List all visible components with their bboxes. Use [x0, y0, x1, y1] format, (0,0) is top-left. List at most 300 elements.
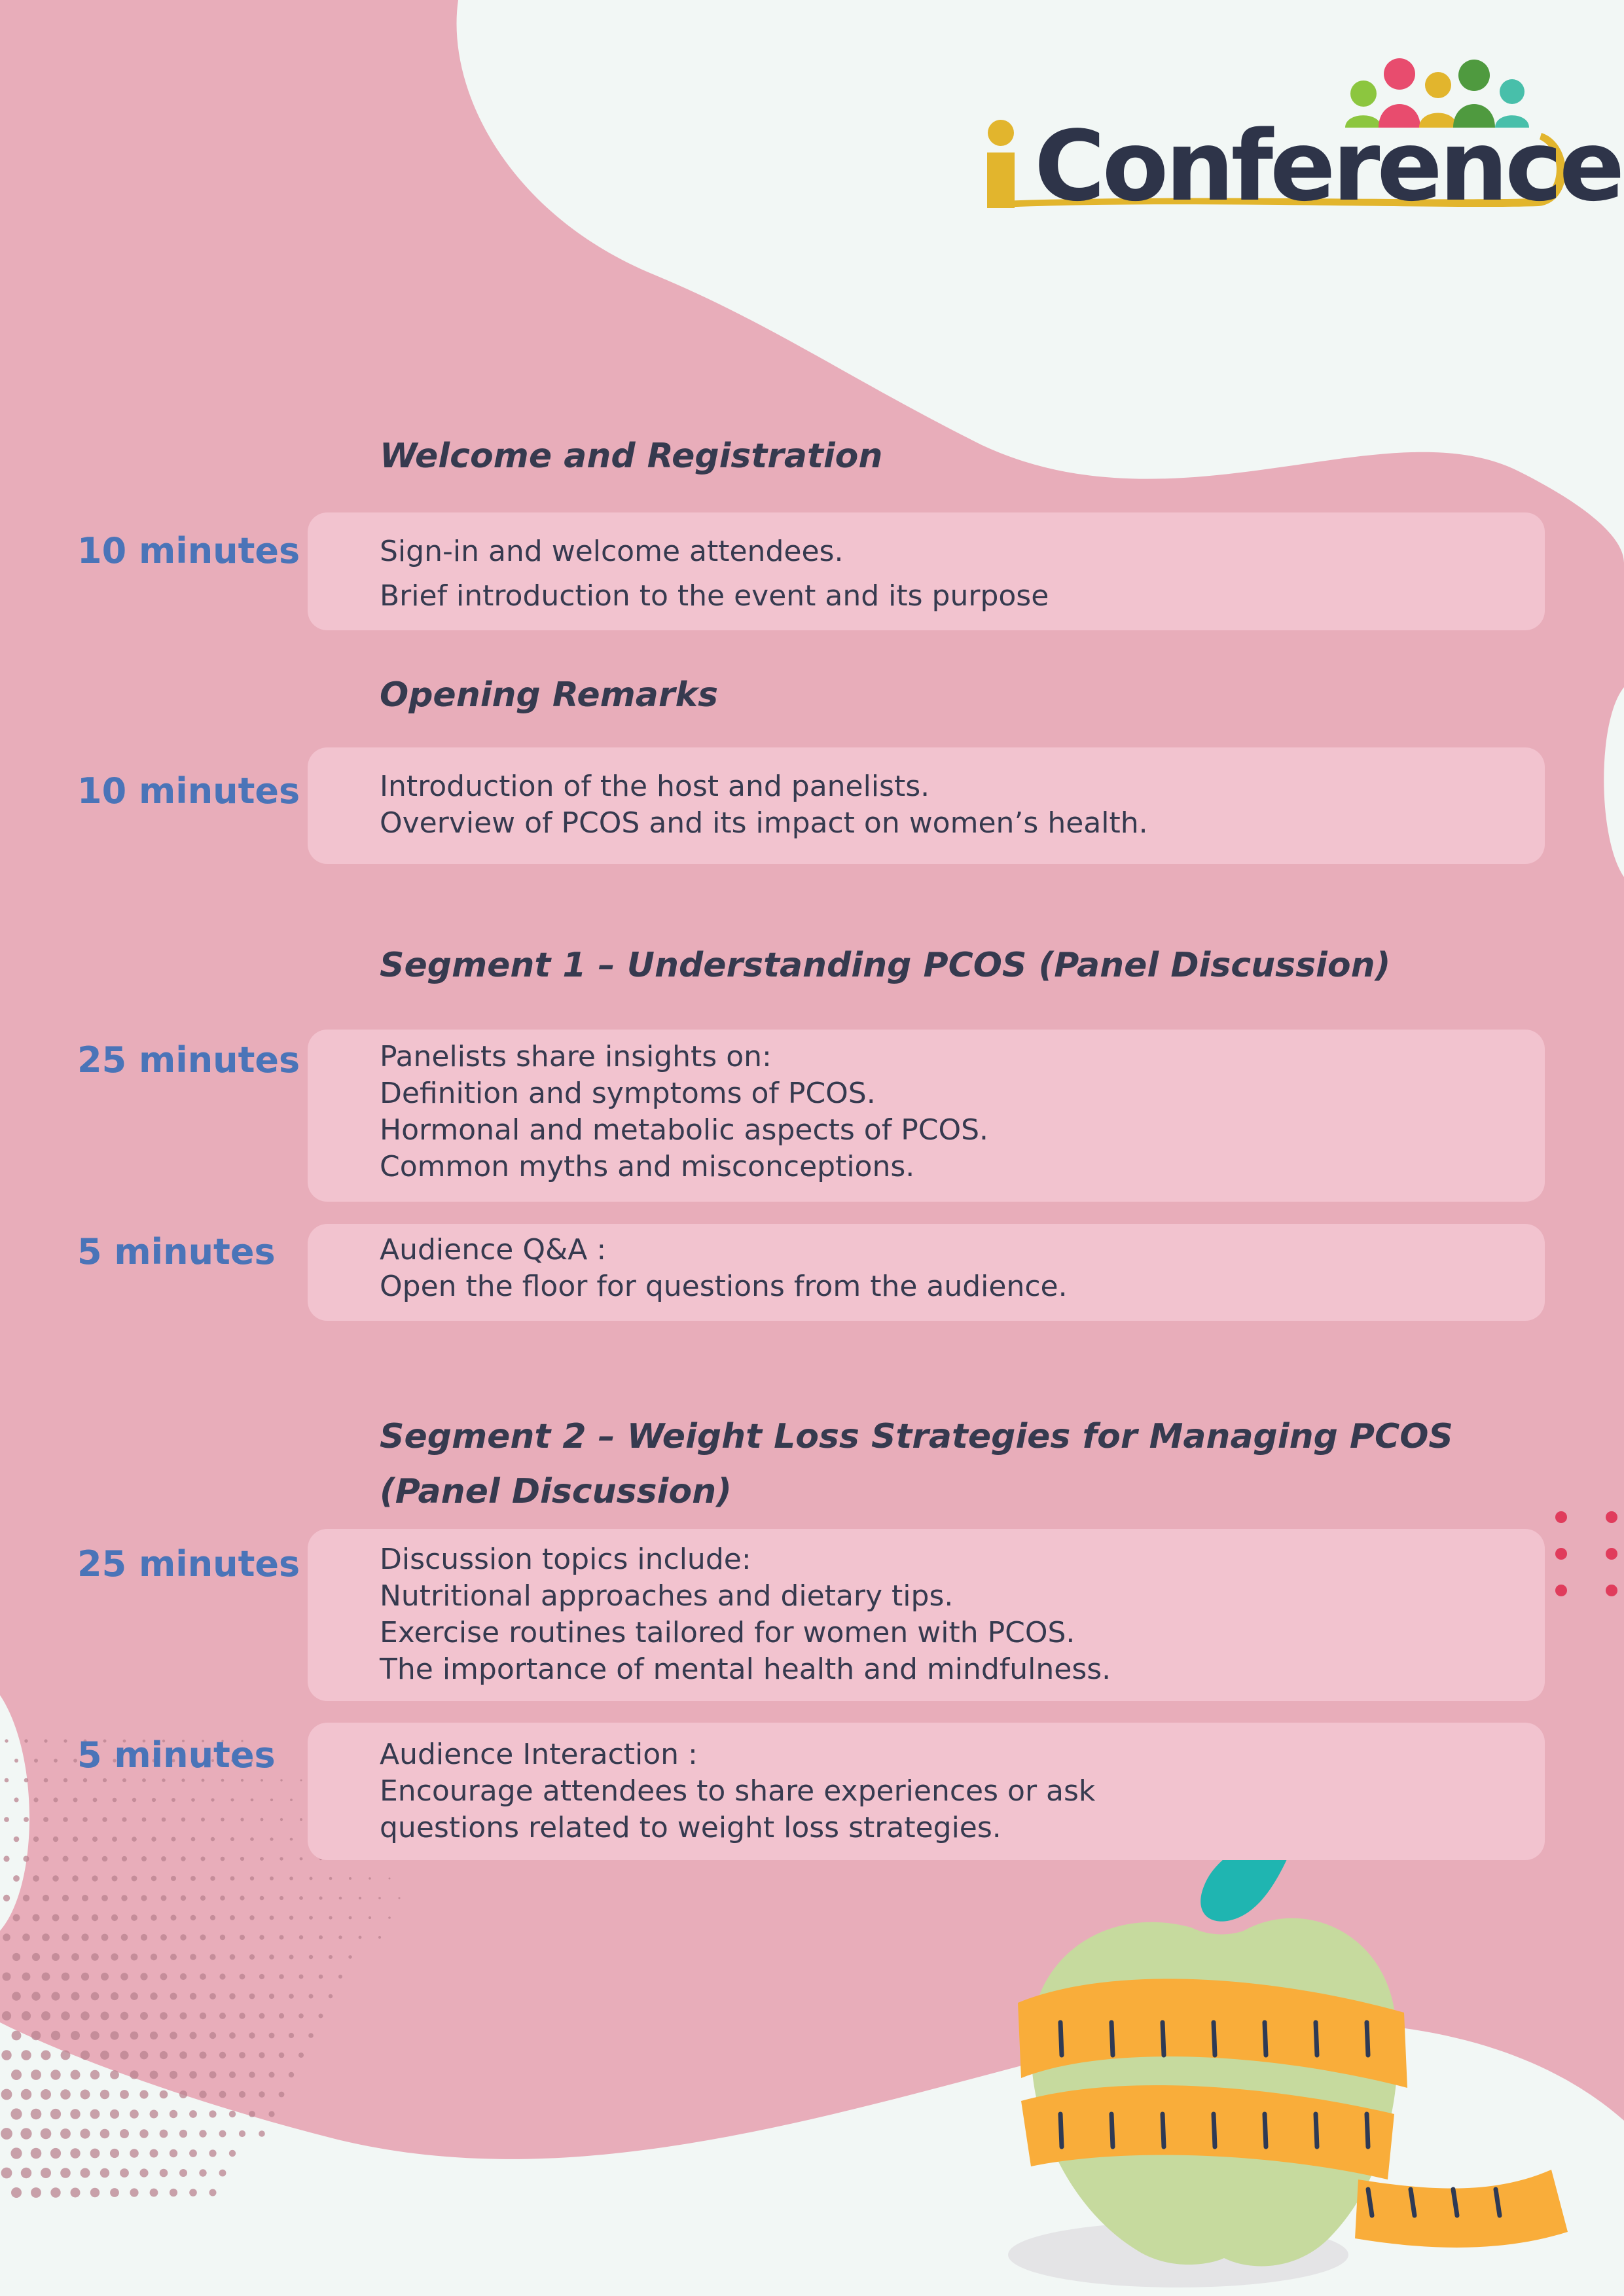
decorative-dot	[100, 2168, 109, 2178]
decorative-dot	[162, 1778, 165, 1782]
decorative-dot	[131, 1914, 137, 1921]
decorative-dot	[1, 2089, 12, 2100]
decorative-dot	[150, 2032, 158, 2039]
decorative-dot	[151, 1914, 156, 1920]
decorative-dot	[170, 2110, 177, 2118]
decorative-dot	[151, 1954, 157, 1960]
decorative-dot	[260, 1857, 264, 1861]
decorative-dot	[23, 1856, 29, 1861]
decorative-dot	[249, 2072, 255, 2078]
decorative-dot	[151, 1876, 156, 1881]
decorative-dot	[259, 1974, 264, 1979]
decorative-dot	[120, 2090, 129, 2099]
decorative-dot	[160, 2169, 168, 2178]
decorative-dot	[91, 1953, 99, 1961]
tape-tick	[1111, 2022, 1113, 2055]
decorative-dot	[110, 2031, 118, 2039]
decorative-dot	[110, 2070, 119, 2079]
decorative-dot	[202, 1779, 205, 1782]
decorative-dot	[44, 1778, 48, 1783]
decorative-dot	[220, 1895, 225, 1901]
decorative-dot	[199, 2169, 206, 2176]
decorative-dot	[72, 1875, 78, 1881]
decorative-dot	[191, 1798, 195, 1802]
decorative-dot	[3, 1895, 10, 1901]
decorative-dot	[139, 2090, 148, 2098]
decorative-dot	[170, 2189, 177, 2197]
decorative-dot	[13, 1875, 20, 1882]
decorative-dot	[269, 2072, 275, 2078]
decorative-dot	[92, 1837, 98, 1842]
decorative-dot	[150, 1992, 157, 2000]
decorative-dot	[21, 2168, 31, 2178]
decorative-dot	[132, 1837, 137, 1842]
decorative-dot	[63, 1778, 67, 1782]
decorative-dot	[5, 1739, 8, 1742]
decorative-dot	[50, 2109, 61, 2119]
decorative-dot	[22, 1933, 30, 1941]
section-title-opening: Opening Remarks	[380, 675, 719, 715]
agenda-item-line: Nutritional approaches and dietary tips.	[380, 1579, 954, 1613]
decorative-dot	[221, 1818, 225, 1821]
decorative-dot	[150, 2110, 158, 2119]
decorative-dot	[329, 1877, 333, 1880]
decorative-dot	[150, 2149, 158, 2158]
agenda-item-line: Brief introduction to the event and its purpose	[380, 579, 1049, 613]
decorative-dot	[131, 1954, 138, 1961]
decorative-dot	[289, 1916, 293, 1920]
decorative-dot	[120, 2168, 129, 2178]
section-title-welcome: Welcome and Registration	[380, 437, 883, 476]
agenda-item-line: questions related to weight loss strategies.	[380, 1811, 1001, 1844]
tape-tick	[1214, 2022, 1215, 2055]
decorative-dot	[259, 2130, 265, 2137]
decorative-dot	[139, 2168, 148, 2177]
decorative-dot	[349, 1916, 352, 1920]
decorative-dot	[14, 1837, 20, 1842]
decorative-dot	[92, 1914, 98, 1921]
decorative-dot	[170, 2071, 177, 2079]
decorative-dot	[130, 1992, 138, 2000]
decorative-dot	[171, 1876, 176, 1881]
decorative-dot	[240, 1974, 245, 1980]
decorative-dot	[3, 1973, 11, 1981]
decorative-dot	[111, 1992, 118, 2000]
decorative-dot	[329, 1955, 333, 1959]
decorative-dot	[309, 1994, 314, 1999]
decorative-dot	[101, 2012, 109, 2020]
decorative-dot	[122, 1856, 127, 1861]
decorative-dot	[200, 1973, 206, 1980]
decorative-dot	[319, 1896, 322, 1899]
decorative-dot	[280, 1896, 283, 1900]
decorative-dot	[130, 2032, 139, 2040]
decorative-dot	[22, 1973, 31, 1981]
decorative-dot	[82, 1856, 88, 1862]
decorative-dot	[52, 1875, 59, 1882]
decorative-dot	[270, 1799, 273, 1801]
decorative-dot	[279, 2013, 284, 2018]
decorative-dot	[160, 2130, 168, 2138]
decorative-dot	[41, 2128, 52, 2140]
decorative-dot	[42, 1933, 50, 1941]
decorative-dot	[139, 2129, 148, 2138]
decorative-dot	[100, 2090, 109, 2099]
tape-tick	[1265, 2022, 1266, 2055]
decorative-dot	[249, 2111, 255, 2117]
decorative-dot	[329, 1916, 332, 1919]
decorative-dot	[259, 2013, 265, 2019]
decorative-dot	[180, 1934, 186, 1940]
decorative-dot	[90, 2070, 99, 2079]
decorative-dot	[388, 1916, 391, 1919]
decorative-dot	[54, 1759, 58, 1763]
decorative-dot	[310, 1877, 313, 1880]
decorative-dot	[229, 2032, 236, 2039]
decorative-dot	[61, 2011, 70, 2020]
decorative-dot	[201, 1857, 206, 1861]
decorative-dot	[339, 1897, 342, 1900]
decorative-dot	[269, 1994, 274, 1999]
decorative-dot	[1, 2128, 12, 2140]
decorative-dot	[240, 1857, 244, 1861]
decorative-dot	[349, 1877, 352, 1880]
decorative-dot	[338, 1935, 342, 1939]
decorative-dot	[43, 1817, 48, 1822]
decorative-dot	[210, 1915, 215, 1920]
decorative-dot	[3, 1933, 10, 1941]
decorative-dot	[269, 1954, 274, 1960]
decorative-dot	[219, 2130, 226, 2138]
decorative-dot	[132, 1876, 137, 1882]
decorative-dot	[399, 1897, 401, 1899]
decorative-dot	[189, 2149, 197, 2157]
decorative-dot	[160, 2012, 168, 2020]
decorative-dot	[170, 1993, 177, 2000]
decorative-dot	[43, 1895, 49, 1901]
decorative-dot	[211, 1798, 214, 1801]
decorative-dot	[33, 1837, 39, 1842]
decorative-dot	[270, 1837, 273, 1840]
decorative-dot	[23, 1895, 29, 1901]
agenda-item-line: Encourage attendees to share experiences or ask	[380, 1774, 1096, 1808]
decorative-dot	[82, 1817, 88, 1822]
decorative-dot	[120, 2012, 128, 2020]
decorative-dot	[162, 1818, 166, 1822]
decorative-dot	[289, 1994, 294, 1999]
decorative-dot	[53, 1797, 58, 1802]
decorative-dot	[230, 1876, 235, 1881]
decorative-dot	[102, 1817, 107, 1821]
decorative-dot	[121, 1895, 127, 1901]
decorative-dot	[309, 1916, 313, 1920]
decorative-dot	[229, 2150, 236, 2157]
decorative-dot	[249, 1954, 255, 1960]
duration-label: 10 minutes	[77, 770, 300, 812]
decorative-dot	[142, 1818, 147, 1822]
agenda-item-line: Introduction of the host and panelists.	[380, 770, 930, 803]
decorative-dot	[33, 1914, 40, 1922]
decorative-dot	[60, 2168, 71, 2178]
decorative-dot	[100, 2129, 110, 2139]
decorative-dot	[170, 2149, 177, 2157]
decorative-dot	[14, 1759, 18, 1763]
decorative-dot	[221, 1779, 225, 1782]
decorative-dot	[170, 2032, 177, 2039]
decorative-dot	[10, 2108, 22, 2119]
decorative-dot	[279, 2092, 285, 2098]
decorative-dot	[132, 1798, 136, 1802]
duration-label: 25 minutes	[77, 1039, 300, 1081]
decorative-dot	[83, 1778, 87, 1782]
decorative-dot	[50, 2187, 60, 2197]
section-title-line: Segment 2 – Weight Loss Strategies for Managing PCOS	[380, 1417, 1453, 1456]
decorative-dot	[41, 2051, 51, 2060]
decorative-dot	[209, 2032, 216, 2039]
decorative-dot	[300, 1857, 303, 1861]
decorative-dot	[280, 1935, 284, 1940]
conference-logo	[982, 56, 1622, 226]
decorative-dot	[70, 2109, 80, 2119]
decorative-red-dot	[1606, 1511, 1617, 1523]
decorative-dot	[261, 1779, 263, 1782]
decorative-dot	[63, 1856, 69, 1862]
decorative-dot	[289, 2072, 294, 2077]
decorative-dot	[12, 1953, 20, 1961]
decorative-dot	[299, 1896, 303, 1900]
decorative-dot	[31, 2031, 41, 2041]
decorative-dot	[181, 1895, 186, 1901]
decorative-dot	[199, 2090, 206, 2098]
decorative-dot	[300, 1780, 302, 1782]
decorative-dot	[160, 1973, 168, 1981]
decorative-dot	[359, 1936, 362, 1939]
decorative-dot	[22, 2011, 31, 2020]
decorative-dot	[260, 1896, 264, 1901]
decorative-dot	[141, 1895, 147, 1901]
decorative-dot	[251, 1799, 254, 1802]
agenda-item-box	[308, 747, 1545, 864]
decorative-dot	[359, 1897, 361, 1899]
decorative-dot	[229, 1993, 235, 1999]
decorative-dot	[50, 2070, 60, 2079]
decorative-dot	[20, 2128, 31, 2139]
decorative-dot	[179, 2090, 187, 2098]
decorative-dot	[150, 2071, 158, 2079]
decorative-dot	[10, 2147, 22, 2159]
decorative-dot	[189, 2071, 197, 2079]
agenda-item-box	[308, 1030, 1545, 1202]
decorative-dot	[71, 2031, 80, 2040]
decorative-dot	[73, 1798, 78, 1803]
decorative-dot	[200, 2052, 207, 2059]
decorative-dot	[179, 2169, 187, 2177]
decorative-dot	[189, 2110, 197, 2118]
decorative-dot	[12, 1992, 21, 2001]
decorative-dot	[209, 2149, 216, 2157]
decorative-dot	[130, 2149, 139, 2158]
decorative-dot	[299, 1975, 304, 1979]
decorative-dot	[171, 1798, 175, 1802]
decorative-dot	[33, 1875, 39, 1882]
tape-tick	[1163, 2022, 1164, 2055]
tape-tick	[1367, 2114, 1368, 2147]
section-title-segment-2	[380, 1409, 1453, 1519]
decorative-dot	[219, 2052, 226, 2058]
decorative-dot	[101, 1895, 108, 1901]
decorative-dot	[209, 1954, 215, 1960]
decorative-dot	[240, 1818, 244, 1821]
decorative-dot	[50, 2148, 61, 2159]
decorative-dot	[33, 1797, 38, 1802]
decorative-dot	[338, 1975, 342, 1979]
duration-label: 25 minutes	[77, 1543, 300, 1585]
decorative-dot	[81, 2168, 90, 2178]
agenda-item-box	[308, 1224, 1545, 1321]
agenda-item-box	[308, 1723, 1545, 1860]
decorative-dot	[209, 2072, 217, 2079]
decorative-dot	[179, 2130, 187, 2138]
decorative-dot	[201, 1818, 205, 1821]
decorative-dot	[190, 1954, 196, 1960]
decorative-dot	[239, 2052, 245, 2058]
decorative-dot	[239, 2130, 245, 2137]
decorative-dot	[249, 1994, 255, 2000]
decorative-dot	[1, 2050, 11, 2060]
decorative-dot	[72, 1914, 79, 1922]
decorative-red-dot	[1606, 1548, 1617, 1560]
decorative-dot	[298, 2013, 304, 2018]
decorative-dot	[71, 2070, 81, 2080]
decorative-dot	[34, 1759, 38, 1763]
decorative-dot	[160, 2090, 168, 2099]
agenda-item-line: Definition and symptoms of PCOS.	[380, 1077, 876, 1110]
section-title-line: (Panel Discussion)	[380, 1472, 732, 1511]
decorative-dot	[319, 2014, 323, 2018]
decorative-dot	[41, 2168, 51, 2178]
decorative-dot	[31, 2187, 41, 2198]
decorative-dot	[11, 2070, 22, 2080]
decorative-dot	[259, 2091, 264, 2097]
decorative-dot	[190, 1915, 196, 1921]
agenda-item-line: Common myths and misconceptions.	[380, 1150, 915, 1183]
decorative-dot	[62, 1933, 69, 1941]
duration-label: 10 minutes	[77, 530, 300, 571]
tape-tick	[1111, 2114, 1113, 2147]
tape-tick	[1265, 2114, 1266, 2147]
decorative-dot	[190, 1993, 196, 2000]
decorative-dot	[81, 1973, 89, 1981]
decorative-dot	[268, 2111, 274, 2117]
decorative-dot	[181, 1818, 185, 1821]
decorative-dot	[299, 1935, 303, 1939]
decorative-dot	[161, 1856, 166, 1861]
decorative-dot	[13, 1914, 20, 1922]
decorative-dot	[122, 1817, 126, 1821]
decorative-dot	[62, 1895, 69, 1901]
agenda-item-box	[308, 512, 1545, 630]
decorative-dot	[189, 2189, 197, 2197]
decorative-dot	[44, 1739, 47, 1742]
decorative-dot	[141, 1856, 147, 1861]
decorative-dot	[31, 2148, 42, 2159]
decorative-dot	[161, 1895, 167, 1901]
decorative-dot	[120, 2129, 129, 2138]
decorative-dot	[309, 1955, 313, 1959]
decorative-dot	[290, 1799, 293, 1801]
decorative-dot	[199, 2130, 206, 2137]
decorative-dot	[90, 2188, 99, 2197]
decorative-dot	[90, 2149, 100, 2159]
decorative-dot	[141, 1934, 147, 1941]
decorative-dot	[1, 2168, 12, 2179]
decorative-dot	[12, 2031, 22, 2041]
decorative-dot	[51, 1992, 60, 2000]
decorative-dot	[209, 2189, 217, 2197]
decorative-dot	[329, 1994, 333, 1998]
decorative-dot	[52, 1953, 60, 1961]
decorative-dot	[3, 1856, 9, 1861]
decorative-dot	[53, 1837, 58, 1842]
decorative-dot	[280, 1857, 283, 1860]
decorative-dot	[82, 1895, 88, 1901]
decorative-dot	[102, 1856, 108, 1862]
decorative-dot	[111, 1914, 118, 1921]
decorative-dot	[209, 2110, 216, 2117]
decorative-dot	[112, 1876, 118, 1882]
decorative-dot	[71, 1953, 79, 1961]
decorative-dot	[211, 1837, 215, 1841]
decorative-dot	[90, 2109, 100, 2119]
decorative-dot	[80, 2128, 90, 2138]
decorative-dot	[219, 2091, 226, 2098]
decorative-dot	[42, 1973, 50, 1981]
decorative-dot	[101, 1934, 109, 1941]
decorative-dot	[180, 2013, 187, 2020]
agenda-item-line: Hormonal and metabolic aspects of PCOS.	[380, 1113, 988, 1147]
decorative-dot	[71, 2188, 81, 2198]
section-title-segment-1: Segment 1 – Understanding PCOS (Panel Discussion)	[380, 946, 1391, 985]
decorative-dot	[81, 1933, 88, 1941]
decorative-dot	[14, 1797, 18, 1802]
decorative-dot	[92, 1875, 98, 1881]
decorative-dot	[229, 2072, 236, 2078]
decorative-red-dot	[1606, 1585, 1617, 1596]
decorative-dot	[62, 1973, 70, 1981]
decorative-dot	[259, 2052, 264, 2058]
decorative-dot	[140, 2051, 149, 2060]
decorative-dot	[279, 2053, 285, 2058]
decorative-dot	[319, 1935, 323, 1939]
tape-tick	[1316, 2114, 1317, 2147]
decorative-dot	[181, 1778, 185, 1782]
agenda-item-line: Panelists share insights on:	[380, 1040, 772, 1073]
decorative-dot	[270, 1876, 274, 1880]
decorative-dot	[200, 2013, 206, 2019]
decorative-dot	[221, 1857, 225, 1861]
decorative-dot	[270, 1916, 274, 1920]
decorative-dot	[369, 1877, 371, 1880]
decorative-dot	[200, 1935, 206, 1941]
decorative-dot	[219, 2170, 226, 2177]
decorative-dot	[93, 1798, 98, 1803]
decorative-dot	[101, 1973, 109, 1981]
decorative-dot	[81, 2011, 89, 2020]
duration-label: 5 minutes	[77, 1734, 276, 1776]
decorative-dot	[90, 2031, 99, 2040]
agenda-item-line: Exercise routines tailored for women with PCOS.	[380, 1616, 1075, 1649]
decorative-red-dot	[1555, 1585, 1567, 1596]
